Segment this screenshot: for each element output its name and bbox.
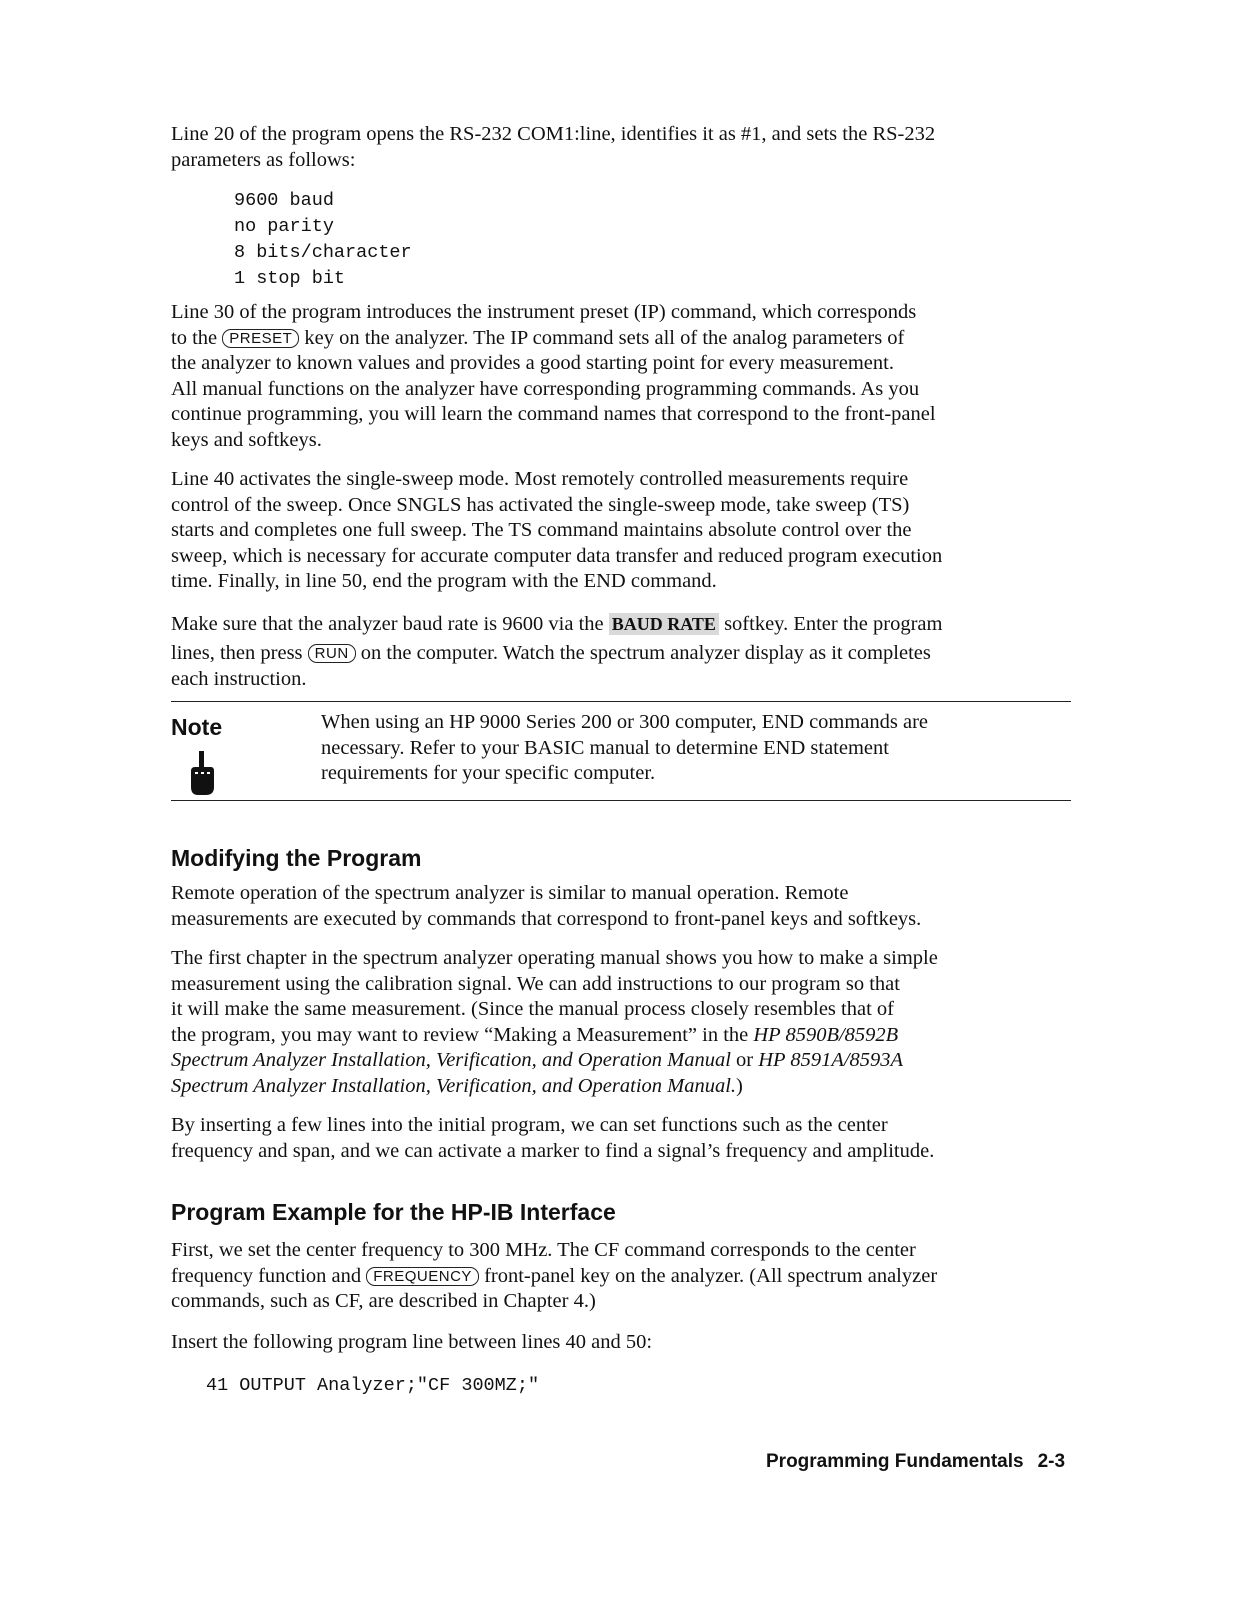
section-heading: Program Example for the HP-IB Interface: [171, 1199, 616, 1225]
section2-paragraph-1: [171, 1238, 1071, 1315]
manual-title: Spectrum Analyzer Installation, Verification, and Operation Manual: [171, 1049, 731, 1071]
section1-paragraph-2: [171, 946, 1071, 1099]
frequency-key-label: FREQUENCY: [366, 1267, 479, 1286]
text-line: parameters as follows:: [171, 148, 356, 171]
text-line: requirements for your specific computer.: [321, 762, 656, 784]
preset-paragraph: [171, 300, 1071, 453]
text-line: By inserting a few lines into the initial program, we can set functions such as the center: [171, 1114, 888, 1136]
list-item: 9600 baud: [234, 190, 334, 211]
text-span: Make sure that the analyzer baud rate is 9600 via the: [171, 613, 604, 635]
code-block: [206, 1373, 1106, 1399]
text-line: it will make the same measurement. (Since the manual process closely resembles that of: [171, 998, 894, 1020]
text-line: measurement using the calibration signal. We can add instructions to our program so that: [171, 972, 900, 995]
text-span: on the computer. Watch the spectrum analyzer display as it completes: [360, 642, 931, 664]
note-top-divider: [171, 701, 1071, 702]
page-footer: [766, 1451, 1065, 1473]
text-line: commands, such as CF, are described in Chapter 4.): [171, 1290, 596, 1312]
text-span: softkey. Enter the program: [724, 613, 943, 635]
section-hpib-example: [171, 1198, 1071, 1226]
preset-key-label: PRESET: [222, 329, 299, 348]
text-span: to the: [171, 326, 218, 349]
text-line: Line 40 activates the single-sweep mode. Most remotely controlled measurements require: [171, 468, 909, 490]
text-span: lines, then press: [171, 642, 303, 664]
text-line: sweep, which is necessary for accurate computer data transfer and reduced program execution: [171, 544, 943, 567]
text-span: ): [736, 1074, 743, 1097]
text-line: [171, 639, 1071, 667]
text-line: [171, 1023, 1071, 1049]
text-line: When using an HP 9000 Series 200 or 300 computer, END commands are: [321, 711, 929, 733]
text-line: time. Finally, in line 50, end the program with the END command.: [171, 570, 717, 592]
manual-title: HP 8590B/8592B: [753, 1023, 899, 1046]
pointing-hand-icon: [189, 751, 215, 804]
note-bottom-divider: [171, 800, 1071, 801]
note-label: Note: [171, 714, 223, 740]
text-line: frequency and span, and we can activate a marker to find a signal’s frequency and amplitude.: [171, 1139, 935, 1162]
text-line: [171, 326, 1071, 352]
text-span: front-panel key on the analyzer. (All spectrum analyzer: [484, 1264, 938, 1287]
text-line: Insert the following program line between lines 40 and 50:: [171, 1331, 653, 1353]
text-span: or: [736, 1049, 754, 1071]
text-line: each instruction.: [171, 668, 307, 690]
list-item: 8 bits/character: [234, 242, 412, 263]
single-sweep-paragraph: [171, 467, 1071, 595]
text-line: First, we set the center frequency to 300 MHz. The CF command corresponds to the center: [171, 1239, 916, 1261]
intro-paragraph: [171, 122, 1071, 173]
code-line: 41 OUTPUT Analyzer;"CF 300MZ;": [206, 1375, 540, 1396]
text-line: continue programming, you will learn the command names that correspond to the front-panel: [171, 403, 936, 425]
footer-title: Programming Fundamentals: [766, 1451, 1024, 1472]
text-line: [171, 1048, 1071, 1074]
text-span: the program, you may want to review “Making a Measurement” in the: [171, 1023, 749, 1046]
manual-title: Spectrum Analyzer Installation, Verification, and Operation Manual.: [171, 1074, 737, 1097]
text-line: measurements are executed by commands that correspond to front-panel keys and softkeys.: [171, 907, 922, 930]
section2-paragraph-2: [171, 1330, 1071, 1356]
text-line: starts and completes one full sweep. The TS command maintains absolute control over the: [171, 519, 912, 541]
text-line: necessary. Refer to your BASIC manual to determine END statement: [321, 736, 889, 759]
rs232-parameter-list: [234, 188, 1134, 292]
page-number: 2-3: [1037, 1451, 1066, 1472]
text-line: Line 30 of the program introduces the instrument preset (IP) command, which corresponds: [171, 301, 917, 323]
text-line: control of the sweep. Once SNGLS has activated the single-sweep mode, take sweep (TS): [171, 493, 910, 516]
text-line: keys and softkeys.: [171, 428, 322, 451]
section-modifying-program: [171, 844, 1071, 872]
run-key-label: RUN: [308, 644, 356, 663]
text-span: key on the analyzer. The IP command sets all of the analog parameters of: [304, 326, 905, 349]
baud-rate-paragraph: [171, 610, 1071, 693]
note-body: [321, 710, 1061, 787]
text-span: frequency function and: [171, 1264, 362, 1287]
text-line: All manual functions on the analyzer have corresponding programming commands. As you: [171, 377, 920, 400]
section-heading: Modifying the Program: [171, 845, 422, 871]
text-line: The first chapter in the spectrum analyzer operating manual shows you how to make a simple: [171, 947, 938, 969]
text-line: the analyzer to known values and provides a good starting point for every measurement.: [171, 352, 894, 374]
manual-title: HP 8591A/8593A: [758, 1049, 904, 1071]
list-item: no parity: [234, 216, 334, 237]
text-line: [171, 610, 1071, 639]
text-line: Line 20 of the program opens the RS-232 COM1:line, identifies it as #1, and sets the RS-232: [171, 123, 936, 145]
baud-rate-softkey-label: BAUD RATE: [609, 613, 719, 635]
text-line: [171, 1074, 1071, 1100]
text-line: [171, 1264, 1071, 1290]
text-line: Remote operation of the spectrum analyzer is similar to manual operation. Remote: [171, 882, 849, 904]
section1-paragraph-3: [171, 1113, 1071, 1164]
list-item: 1 stop bit: [234, 268, 346, 289]
section1-paragraph-1: [171, 881, 1071, 932]
